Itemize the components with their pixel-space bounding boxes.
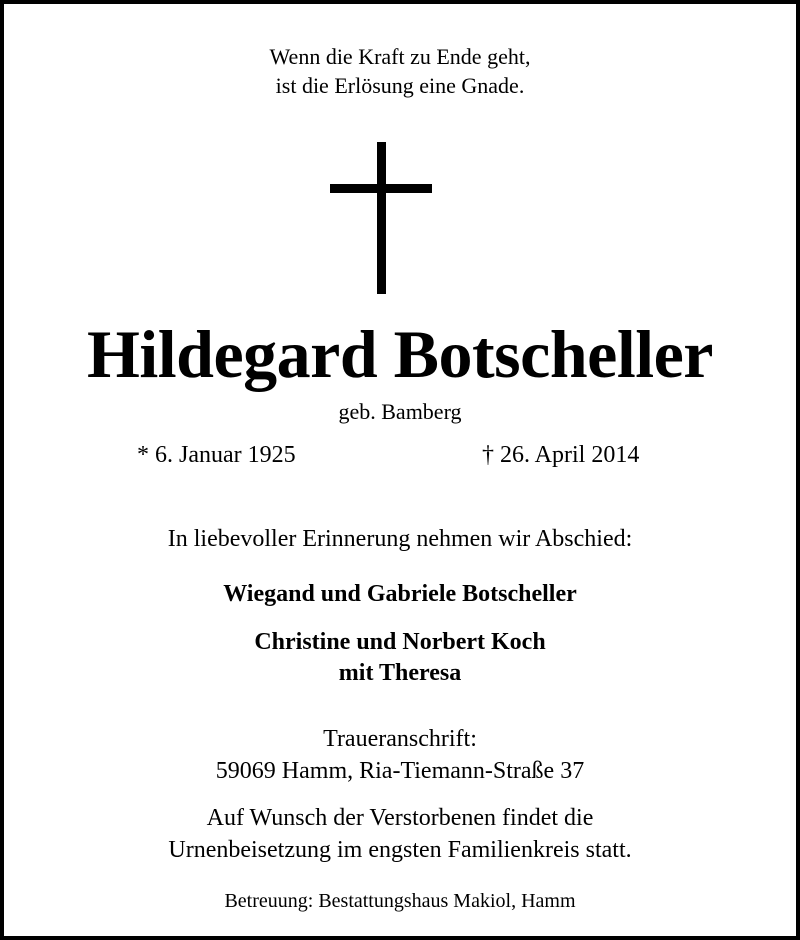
cross-vertical-bar (377, 142, 386, 294)
burial-notice-line-2: Urnenbeisetzung im engsten Familienkreis statt. (168, 837, 632, 863)
funeral-home-credit: Betreuung: Bestattungshaus Makiol, Hamm (224, 890, 576, 912)
mourner-line: Wiegand und Gabriele Botscheller (223, 581, 577, 607)
birth-date: * 6. Januar 1925 (137, 442, 296, 468)
motto-line-1: Wenn die Kraft zu Ende geht, (269, 44, 531, 69)
motto (4, 42, 796, 100)
birth-name: geb. Bamberg (338, 399, 462, 424)
farewell-intro: In liebevoller Erinnerung nehmen wir Abschied: (167, 526, 633, 552)
mourning-address (4, 723, 796, 787)
address-label: Traueranschrift: (323, 726, 477, 752)
motto-line-2: ist die Erlösung eine Gnade. (275, 73, 525, 98)
mourner-line: Christine und Norbert Koch (254, 629, 546, 655)
cross-horizontal-bar (330, 184, 432, 193)
address-street: 59069 Hamm, Ria-Tiemann-Straße 37 (215, 758, 585, 784)
death-date: † 26. April 2014 (482, 442, 640, 468)
deceased-name: Hildegard Botscheller (87, 316, 713, 392)
burial-notice-line-1: Auf Wunsch der Verstorbenen findet die (206, 805, 594, 831)
mourner-line: mit Theresa (338, 660, 462, 686)
burial-notice (4, 802, 796, 866)
